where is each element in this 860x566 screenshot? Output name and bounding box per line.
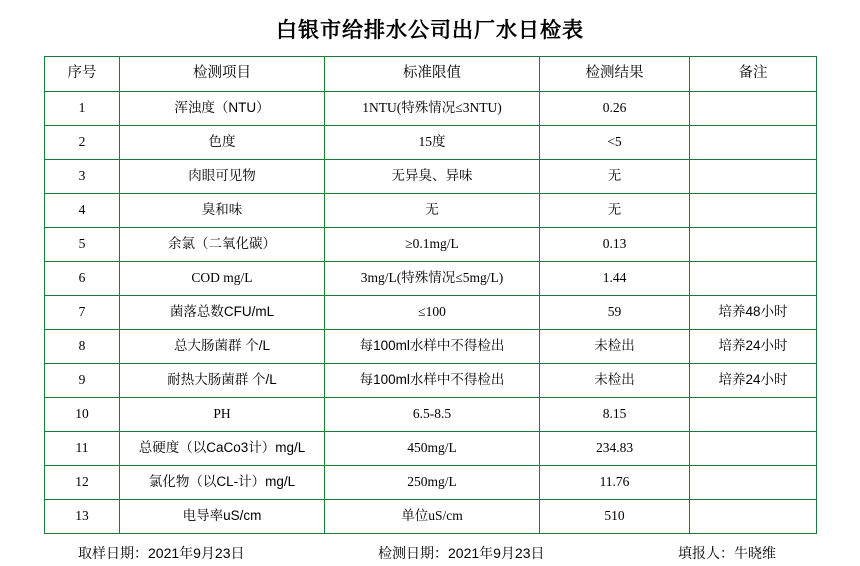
table-row <box>45 126 817 160</box>
cell-limit: 无 <box>325 194 540 228</box>
table-row <box>45 296 817 330</box>
table-row <box>45 194 817 228</box>
cell-note <box>690 398 817 432</box>
cell-no: 8 <box>45 330 120 364</box>
document-footer <box>0 543 860 563</box>
cell-item: 总大肠菌群 个/L <box>120 330 325 364</box>
table-row <box>45 364 817 398</box>
test-date: 检测日期：2021年9月23日 <box>378 545 545 561</box>
cell-no: 2 <box>45 126 120 160</box>
cell-no: 11 <box>45 432 120 466</box>
cell-item: 耐热大肠菌群 个/L <box>120 364 325 398</box>
table-header-row <box>45 57 817 92</box>
cell-result: <5 <box>540 126 690 160</box>
table-row <box>45 500 817 534</box>
cell-limit: 1NTU(特殊情况≤3NTU) <box>325 92 540 126</box>
cell-item: 肉眼可见物 <box>120 160 325 194</box>
cell-item: 浑浊度（NTU） <box>120 92 325 126</box>
cell-item: 总硬度（以CaCo3计）mg/L <box>120 432 325 466</box>
table-row <box>45 160 817 194</box>
table-row <box>45 466 817 500</box>
report-table-container <box>0 56 860 534</box>
cell-note <box>690 228 817 262</box>
cell-no: 6 <box>45 262 120 296</box>
cell-note: 培养48小时 <box>690 296 817 330</box>
table-row <box>45 262 817 296</box>
cell-no: 13 <box>45 500 120 534</box>
cell-result: 0.13 <box>540 228 690 262</box>
cell-limit: 250mg/L <box>325 466 540 500</box>
column-header-no: 序号 <box>45 57 120 92</box>
table-header <box>45 57 817 92</box>
cell-no: 1 <box>45 92 120 126</box>
cell-item: PH <box>120 398 325 432</box>
cell-result: 8.15 <box>540 398 690 432</box>
water-quality-table <box>44 56 817 534</box>
column-header-result: 检测结果 <box>540 57 690 92</box>
cell-result: 0.26 <box>540 92 690 126</box>
sample-date: 取样日期：2021年9月23日 <box>78 545 245 561</box>
table-body <box>45 92 817 534</box>
cell-limit: 450mg/L <box>325 432 540 466</box>
cell-note: 培养24小时 <box>690 330 817 364</box>
cell-no: 4 <box>45 194 120 228</box>
cell-note <box>690 466 817 500</box>
cell-item: 电导率uS/cm <box>120 500 325 534</box>
cell-result: 未检出 <box>540 364 690 398</box>
cell-note <box>690 262 817 296</box>
cell-result: 未检出 <box>540 330 690 364</box>
cell-item: 余氯（二氧化碳） <box>120 228 325 262</box>
cell-result: 510 <box>540 500 690 534</box>
cell-result: 无 <box>540 194 690 228</box>
cell-limit: 每100ml水样中不得检出 <box>325 364 540 398</box>
column-header-limit: 标准限值 <box>325 57 540 92</box>
cell-note <box>690 126 817 160</box>
cell-result: 59 <box>540 296 690 330</box>
cell-item: 菌落总数CFU/mL <box>120 296 325 330</box>
cell-no: 9 <box>45 364 120 398</box>
cell-result: 1.44 <box>540 262 690 296</box>
cell-limit: 每100ml水样中不得检出 <box>325 330 540 364</box>
cell-note <box>690 160 817 194</box>
cell-no: 12 <box>45 466 120 500</box>
cell-result: 234.83 <box>540 432 690 466</box>
cell-no: 10 <box>45 398 120 432</box>
table-row <box>45 92 817 126</box>
table-row <box>45 432 817 466</box>
table-row <box>45 228 817 262</box>
cell-limit: ≤100 <box>325 296 540 330</box>
cell-result: 无 <box>540 160 690 194</box>
cell-note: 培养24小时 <box>690 364 817 398</box>
cell-result: 11.76 <box>540 466 690 500</box>
cell-limit: 3mg/L(特殊情况≤5mg/L) <box>325 262 540 296</box>
cell-item: COD mg/L <box>120 262 325 296</box>
cell-no: 5 <box>45 228 120 262</box>
cell-item: 臭和味 <box>120 194 325 228</box>
cell-note <box>690 194 817 228</box>
column-header-note: 备注 <box>690 57 817 92</box>
cell-limit: 单位uS/cm <box>325 500 540 534</box>
cell-limit: 15度 <box>325 126 540 160</box>
reporter: 填报人：牛晓维 <box>678 545 776 561</box>
cell-limit: 无异臭、异味 <box>325 160 540 194</box>
cell-note <box>690 92 817 126</box>
table-row <box>45 398 817 432</box>
page-title: 白银市给排水公司出厂水日检表 <box>276 19 584 42</box>
table-row <box>45 330 817 364</box>
cell-note <box>690 432 817 466</box>
cell-item: 色度 <box>120 126 325 160</box>
cell-note <box>690 500 817 534</box>
cell-no: 7 <box>45 296 120 330</box>
cell-no: 3 <box>45 160 120 194</box>
cell-limit: ≥0.1mg/L <box>325 228 540 262</box>
cell-limit: 6.5-8.5 <box>325 398 540 432</box>
column-header-item: 检测项目 <box>120 57 325 92</box>
cell-item: 氯化物（以CL-计）mg/L <box>120 466 325 500</box>
